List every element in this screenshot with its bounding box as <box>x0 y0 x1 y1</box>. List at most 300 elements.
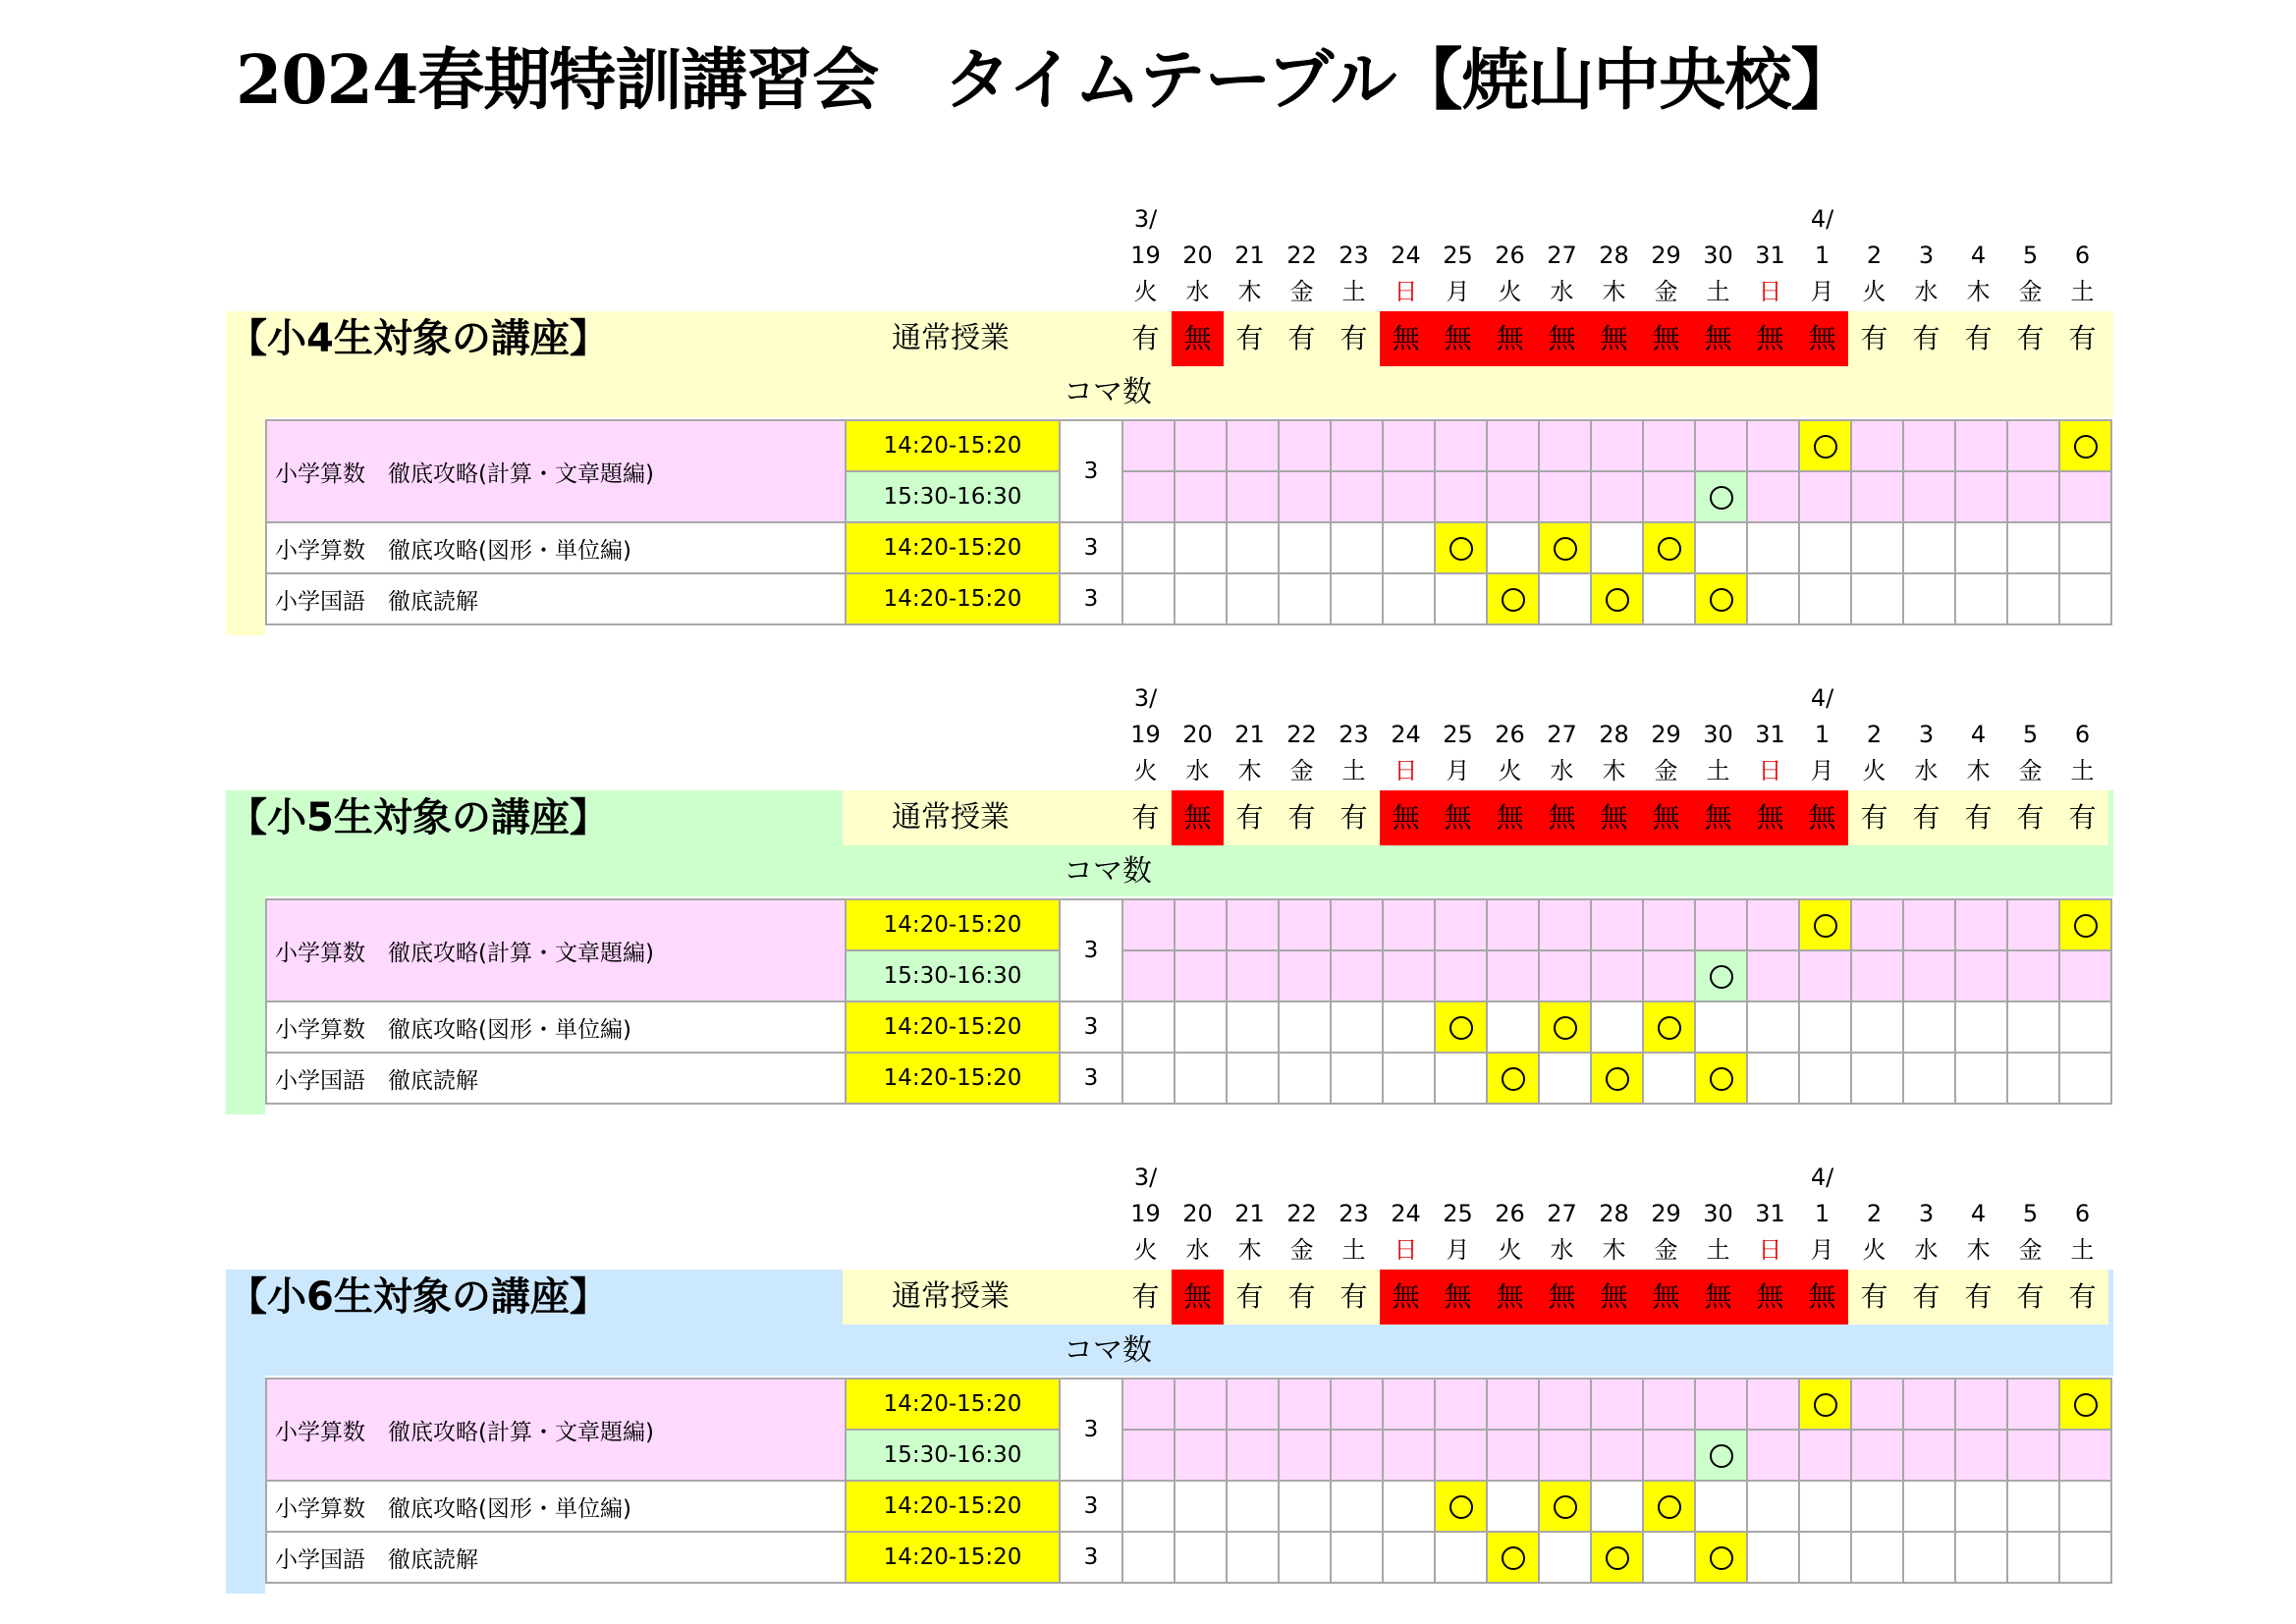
weekday-label: 火 <box>1862 1236 1886 1264</box>
circle-mark-icon <box>1502 1546 1525 1570</box>
schedule-cell[interactable] <box>1799 899 1851 950</box>
schedule-cell[interactable] <box>1539 1532 1591 1583</box>
schedule-cell[interactable] <box>1175 950 1227 1001</box>
schedule-cell[interactable] <box>1487 1379 1539 1430</box>
schedule-cell[interactable] <box>1539 522 1591 573</box>
schedule-cell[interactable] <box>1122 1379 1175 1430</box>
schedule-cell[interactable] <box>2059 1053 2111 1104</box>
date-column-header <box>1120 680 1172 789</box>
time-slot: 14:20-15:20 <box>846 522 1060 573</box>
schedule-cell[interactable] <box>1903 899 1955 950</box>
month-label <box>1224 201 1276 238</box>
schedule-cell[interactable] <box>1487 1532 1539 1583</box>
regular-class-status: 無 <box>1484 311 1536 366</box>
schedule-cell[interactable] <box>1279 471 1331 522</box>
month-label <box>1640 680 1692 717</box>
schedule-cell[interactable] <box>1955 471 2007 522</box>
schedule-cell[interactable] <box>1331 1430 1383 1481</box>
regular-class-status: 無 <box>1744 311 1796 366</box>
schedule-cell[interactable] <box>1122 950 1175 1001</box>
schedule-cell[interactable] <box>1383 471 1435 522</box>
schedule-cell[interactable] <box>1643 1379 1695 1430</box>
weekday-label: 木 <box>1602 757 1626 785</box>
schedule-cell[interactable] <box>1851 1053 1903 1104</box>
schedule-cell[interactable] <box>2007 420 2059 471</box>
schedule-cell[interactable] <box>1539 899 1591 950</box>
schedule-cell[interactable] <box>1435 1001 1487 1053</box>
regular-class-status: 無 <box>1692 790 1744 845</box>
schedule-cell[interactable] <box>1175 522 1227 573</box>
schedule-cell[interactable] <box>1747 950 1799 1001</box>
schedule-cell[interactable] <box>1955 1379 2007 1430</box>
schedule-cell[interactable] <box>2059 899 2111 950</box>
schedule-cell[interactable] <box>1955 950 2007 1001</box>
schedule-cell[interactable] <box>1435 522 1487 573</box>
schedule-cell[interactable] <box>1903 1481 1955 1532</box>
schedule-cell[interactable] <box>1539 420 1591 471</box>
regular-class-status: 有 <box>1328 1270 1380 1325</box>
schedule-cell[interactable] <box>1747 1481 1799 1532</box>
schedule-cell[interactable] <box>1383 522 1435 573</box>
schedule-cell[interactable] <box>2007 1430 2059 1481</box>
schedule-cell[interactable] <box>1903 1532 1955 1583</box>
schedule-cell[interactable] <box>1435 573 1487 624</box>
schedule-cell[interactable] <box>1747 1430 1799 1481</box>
date-column-header <box>1172 1160 1224 1269</box>
regular-class-status: 無 <box>1380 1270 1432 1325</box>
schedule-cell[interactable] <box>1383 1001 1435 1053</box>
schedule-cell[interactable] <box>1435 1532 1487 1583</box>
schedule-cell[interactable] <box>1122 1430 1175 1481</box>
date-column-header <box>1796 680 1848 789</box>
schedule-cell[interactable] <box>1955 1053 2007 1104</box>
course-name: 小学国語 徹底読解 <box>266 573 846 624</box>
weekday-label: 火 <box>1133 1236 1158 1264</box>
schedule-cell[interactable] <box>1851 471 1903 522</box>
schedule-cell[interactable] <box>1695 420 1747 471</box>
schedule-cell[interactable] <box>1227 1532 1279 1583</box>
schedule-cell[interactable] <box>1955 899 2007 950</box>
schedule-cell[interactable] <box>1279 899 1331 950</box>
schedule-cell[interactable] <box>1383 573 1435 624</box>
schedule-cell[interactable] <box>1122 471 1175 522</box>
schedule-cell[interactable] <box>2007 1532 2059 1583</box>
schedule-cell[interactable] <box>1279 1001 1331 1053</box>
schedule-cell[interactable] <box>1851 420 1903 471</box>
schedule-cell[interactable] <box>1175 1379 1227 1430</box>
schedule-cell[interactable] <box>2059 1532 2111 1583</box>
schedule-cell[interactable] <box>1331 1379 1383 1430</box>
schedule-cell[interactable] <box>1955 420 2007 471</box>
schedule-cell[interactable] <box>1122 899 1175 950</box>
circle-mark-icon <box>1554 1495 1577 1519</box>
course-row <box>266 573 2111 624</box>
schedule-cell[interactable] <box>1903 420 1955 471</box>
schedule-cell[interactable] <box>1122 1053 1175 1104</box>
schedule-cell[interactable] <box>1539 573 1591 624</box>
regular-class-status: 無 <box>1692 1270 1744 1325</box>
schedule-cell[interactable] <box>1747 1001 1799 1053</box>
day-label: 28 <box>1599 242 1629 269</box>
schedule-cell[interactable] <box>2059 1430 2111 1481</box>
schedule-cell[interactable] <box>1799 1532 1851 1583</box>
schedule-cell[interactable] <box>1851 1481 1903 1532</box>
schedule-cell[interactable] <box>1383 420 1435 471</box>
schedule-cell[interactable] <box>1591 1481 1643 1532</box>
month-label <box>1900 680 1952 717</box>
regular-class-status: 有 <box>1900 1270 1952 1325</box>
schedule-cell[interactable] <box>1279 420 1331 471</box>
weekday-label: 土 <box>2070 1236 2095 1264</box>
schedule-cell[interactable] <box>1695 899 1747 950</box>
schedule-cell[interactable] <box>1747 471 1799 522</box>
koma-count: 3 <box>1060 522 1122 573</box>
schedule-cell[interactable] <box>2059 950 2111 1001</box>
schedule-cell[interactable] <box>2059 1379 2111 1430</box>
schedule-cell[interactable] <box>1851 1001 1903 1053</box>
day-label: 22 <box>1286 242 1317 269</box>
schedule-cell[interactable] <box>1695 522 1747 573</box>
schedule-cell[interactable] <box>2059 1001 2111 1053</box>
schedule-cell[interactable] <box>1487 420 1539 471</box>
schedule-cell[interactable] <box>1487 471 1539 522</box>
circle-mark-icon <box>1710 965 1733 989</box>
schedule-cell[interactable] <box>1747 899 1799 950</box>
regular-class-status: 有 <box>1120 311 1172 366</box>
schedule-cell[interactable] <box>2007 1481 2059 1532</box>
day-label: 24 <box>1391 1200 1421 1227</box>
schedule-cell[interactable] <box>1487 1053 1539 1104</box>
schedule-cell[interactable] <box>1851 573 1903 624</box>
schedule-cell[interactable] <box>1487 522 1539 573</box>
schedule-cell[interactable] <box>1227 950 1279 1001</box>
schedule-cell[interactable] <box>1643 1053 1695 1104</box>
schedule-cell[interactable] <box>1747 1532 1799 1583</box>
schedule-cell[interactable] <box>1331 573 1383 624</box>
schedule-cell[interactable] <box>1591 950 1643 1001</box>
month-label <box>1588 1160 1640 1196</box>
schedule-cell[interactable] <box>1695 950 1747 1001</box>
koma-count: 3 <box>1060 1001 1122 1053</box>
schedule-cell[interactable] <box>1435 1053 1487 1104</box>
course-name: 小学算数 徹底攻略(図形・単位編) <box>266 522 846 573</box>
weekday-label: 火 <box>1133 278 1158 305</box>
schedule-cell[interactable] <box>1227 1481 1279 1532</box>
regular-class-status: 有 <box>1900 311 1952 366</box>
schedule-cell[interactable] <box>1487 1001 1539 1053</box>
date-column-header <box>1640 1160 1692 1269</box>
schedule-cell[interactable] <box>1331 522 1383 573</box>
schedule-cell[interactable] <box>1799 420 1851 471</box>
schedule-cell[interactable] <box>1539 1001 1591 1053</box>
schedule-cell[interactable] <box>1799 471 1851 522</box>
schedule-cell[interactable] <box>1851 899 1903 950</box>
schedule-cell[interactable] <box>1955 1532 2007 1583</box>
schedule-cell[interactable] <box>2007 522 2059 573</box>
schedule-cell[interactable] <box>1799 1001 1851 1053</box>
schedule-cell[interactable] <box>1279 1379 1331 1430</box>
schedule-cell[interactable] <box>1122 1532 1175 1583</box>
schedule-cell[interactable] <box>1227 1379 1279 1430</box>
schedule-cell[interactable] <box>1851 950 1903 1001</box>
schedule-cell[interactable] <box>1175 573 1227 624</box>
schedule-cell[interactable] <box>1383 899 1435 950</box>
month-label <box>2056 680 2108 717</box>
schedule-cell[interactable] <box>2007 1001 2059 1053</box>
schedule-cell[interactable] <box>1175 899 1227 950</box>
schedule-cell[interactable] <box>1279 1053 1331 1104</box>
schedule-cell[interactable] <box>1331 1532 1383 1583</box>
schedule-cell[interactable] <box>1903 950 1955 1001</box>
schedule-cell[interactable] <box>1227 1001 1279 1053</box>
schedule-cell[interactable] <box>1695 1053 1747 1104</box>
schedule-cell[interactable] <box>1539 1481 1591 1532</box>
date-column-header <box>1380 1160 1432 1269</box>
schedule-cell[interactable] <box>1643 471 1695 522</box>
schedule-cell[interactable] <box>2007 471 2059 522</box>
schedule-cell[interactable] <box>1747 1379 1799 1430</box>
schedule-cell[interactable] <box>1539 950 1591 1001</box>
schedule-cell[interactable] <box>1331 420 1383 471</box>
schedule-cell[interactable] <box>1435 1430 1487 1481</box>
schedule-cell[interactable] <box>1435 471 1487 522</box>
schedule-cell[interactable] <box>1747 522 1799 573</box>
schedule-cell[interactable] <box>1591 899 1643 950</box>
schedule-cell[interactable] <box>2059 1481 2111 1532</box>
schedule-cell[interactable] <box>1695 573 1747 624</box>
schedule-cell[interactable] <box>1279 950 1331 1001</box>
schedule-cell[interactable] <box>1383 1053 1435 1104</box>
schedule-cell[interactable] <box>1643 522 1695 573</box>
schedule-cell[interactable] <box>1591 1532 1643 1583</box>
schedule-cell[interactable] <box>1487 899 1539 950</box>
schedule-cell[interactable] <box>2059 573 2111 624</box>
regular-class-status: 有 <box>1328 790 1380 845</box>
date-column-header <box>1328 680 1380 789</box>
schedule-cell[interactable] <box>1591 471 1643 522</box>
weekday-label: 土 <box>1706 757 1730 785</box>
schedule-cell[interactable] <box>1955 1481 2007 1532</box>
schedule-cell[interactable] <box>1591 1379 1643 1430</box>
schedule-cell[interactable] <box>1331 899 1383 950</box>
schedule-cell[interactable] <box>1955 573 2007 624</box>
schedule-cell[interactable] <box>1122 573 1175 624</box>
schedule-cell[interactable] <box>1331 1053 1383 1104</box>
circle-mark-icon <box>1658 1016 1681 1040</box>
schedule-cell[interactable] <box>1383 1379 1435 1430</box>
schedule-cell[interactable] <box>1747 1053 1799 1104</box>
schedule-cell[interactable] <box>1383 950 1435 1001</box>
schedule-cell[interactable] <box>1435 1481 1487 1532</box>
schedule-cell[interactable] <box>1591 420 1643 471</box>
schedule-cell[interactable] <box>1227 899 1279 950</box>
koma-count: 3 <box>1060 1532 1122 1583</box>
month-label: 3/ <box>1133 1164 1158 1191</box>
schedule-cell[interactable] <box>1175 1053 1227 1104</box>
weekday-label: 月 <box>1446 278 1470 305</box>
schedule-cell[interactable] <box>1643 1481 1695 1532</box>
schedule-cell[interactable] <box>1591 1053 1643 1104</box>
weekday-label: 水 <box>1914 278 1939 305</box>
schedule-cell[interactable] <box>1435 899 1487 950</box>
schedule-cell[interactable] <box>1851 1430 1903 1481</box>
schedule-cell[interactable] <box>1643 950 1695 1001</box>
schedule-cell[interactable] <box>1747 420 1799 471</box>
day-label: 20 <box>1182 242 1213 269</box>
schedule-cell[interactable] <box>1487 1481 1539 1532</box>
weekday-label: 木 <box>1966 757 1991 785</box>
schedule-cell[interactable] <box>1279 573 1331 624</box>
schedule-cell[interactable] <box>2007 1053 2059 1104</box>
schedule-cell[interactable] <box>1799 1379 1851 1430</box>
weekday-label: 木 <box>1602 278 1626 305</box>
schedule-cell[interactable] <box>1799 522 1851 573</box>
schedule-cell[interactable] <box>1331 1481 1383 1532</box>
schedule-cell[interactable] <box>1903 573 1955 624</box>
schedule-cell[interactable] <box>1279 522 1331 573</box>
date-column-header <box>1536 680 1588 789</box>
circle-mark-icon <box>1710 588 1733 612</box>
schedule-cell[interactable] <box>1643 573 1695 624</box>
circle-mark-icon <box>1710 486 1733 510</box>
schedule-cell[interactable] <box>1227 1430 1279 1481</box>
schedule-cell[interactable] <box>1227 573 1279 624</box>
schedule-cell[interactable] <box>1903 1001 1955 1053</box>
schedule-cell[interactable] <box>1851 1379 1903 1430</box>
schedule-cell[interactable] <box>2059 522 2111 573</box>
schedule-cell[interactable] <box>1279 1430 1331 1481</box>
schedule-cell[interactable] <box>1175 1532 1227 1583</box>
weekday-label: 日 <box>1758 757 1782 785</box>
schedule-cell[interactable] <box>1539 1053 1591 1104</box>
schedule-cell[interactable] <box>1851 1532 1903 1583</box>
schedule-cell[interactable] <box>1435 420 1487 471</box>
regular-class-status: 無 <box>1692 311 1744 366</box>
schedule-cell[interactable] <box>1122 420 1175 471</box>
schedule-cell[interactable] <box>1903 471 1955 522</box>
schedule-cell[interactable] <box>1175 1430 1227 1481</box>
date-column-header <box>1588 680 1640 789</box>
schedule-cell[interactable] <box>2059 420 2111 471</box>
schedule-cell[interactable] <box>1695 1379 1747 1430</box>
schedule-cell[interactable] <box>1539 471 1591 522</box>
schedule-cell[interactable] <box>2007 573 2059 624</box>
schedule-cell[interactable] <box>1643 1430 1695 1481</box>
date-column-header <box>1172 680 1224 789</box>
schedule-cell[interactable] <box>1539 1430 1591 1481</box>
schedule-cell[interactable] <box>1903 1379 1955 1430</box>
schedule-cell[interactable] <box>1175 420 1227 471</box>
schedule-cell[interactable] <box>2007 1379 2059 1430</box>
schedule-cell[interactable] <box>1227 522 1279 573</box>
schedule-cell[interactable] <box>2059 471 2111 522</box>
regular-class-status: 有 <box>1120 1270 1172 1325</box>
schedule-cell[interactable] <box>1331 471 1383 522</box>
regular-class-status: 有 <box>2056 311 2108 366</box>
schedule-cell[interactable] <box>1227 420 1279 471</box>
schedule-cell[interactable] <box>1487 950 1539 1001</box>
schedule-cell[interactable] <box>1122 1481 1175 1532</box>
schedule-cell[interactable] <box>1435 1379 1487 1430</box>
schedule-cell[interactable] <box>1955 1430 2007 1481</box>
schedule-cell[interactable] <box>1122 522 1175 573</box>
schedule-cell[interactable] <box>1695 1001 1747 1053</box>
schedule-cell[interactable] <box>1695 1481 1747 1532</box>
schedule-cell[interactable] <box>1695 471 1747 522</box>
schedule-cell[interactable] <box>2007 950 2059 1001</box>
schedule-cell[interactable] <box>1487 1430 1539 1481</box>
schedule-cell[interactable] <box>1799 1481 1851 1532</box>
schedule-cell[interactable] <box>1383 1481 1435 1532</box>
schedule-cell[interactable] <box>1175 471 1227 522</box>
schedule-cell[interactable] <box>1955 522 2007 573</box>
schedule-cell[interactable] <box>1903 1430 1955 1481</box>
date-column-header <box>1692 680 1744 789</box>
circle-mark-icon <box>1554 1016 1577 1040</box>
schedule-cell[interactable] <box>1695 1532 1747 1583</box>
schedule-cell[interactable] <box>1903 522 1955 573</box>
schedule-cell[interactable] <box>1591 1001 1643 1053</box>
schedule-cell[interactable] <box>1383 1532 1435 1583</box>
schedule-cell[interactable] <box>1539 1379 1591 1430</box>
schedule-cell[interactable] <box>1279 1481 1331 1532</box>
schedule-cell[interactable] <box>1175 1481 1227 1532</box>
schedule-cell[interactable] <box>1227 1053 1279 1104</box>
koma-count: 3 <box>1060 1053 1122 1104</box>
month-label <box>1380 1160 1432 1196</box>
weekday-label: 日 <box>1394 757 1418 785</box>
schedule-cell[interactable] <box>1331 1001 1383 1053</box>
regular-class-status: 無 <box>1796 1270 1848 1325</box>
month-label <box>1276 201 1328 238</box>
schedule-cell[interactable] <box>1643 899 1695 950</box>
schedule-cell[interactable] <box>1643 1001 1695 1053</box>
schedule-cell[interactable] <box>1591 1430 1643 1481</box>
schedule-cell[interactable] <box>1747 573 1799 624</box>
schedule-cell[interactable] <box>1695 1430 1747 1481</box>
day-label: 20 <box>1182 721 1213 748</box>
schedule-cell[interactable] <box>2007 899 2059 950</box>
schedule-cell[interactable] <box>1643 420 1695 471</box>
day-label: 30 <box>1703 1200 1733 1227</box>
month-label <box>1172 1160 1224 1196</box>
schedule-cell[interactable] <box>1851 522 1903 573</box>
schedule-cell[interactable] <box>1279 1532 1331 1583</box>
schedule-cell[interactable] <box>1903 1053 1955 1104</box>
schedule-cell[interactable] <box>1591 573 1643 624</box>
day-label: 1 <box>1814 242 1831 269</box>
schedule-cell[interactable] <box>1799 950 1851 1001</box>
schedule-cell[interactable] <box>1799 1053 1851 1104</box>
schedule-cell[interactable] <box>1799 1430 1851 1481</box>
schedule-cell[interactable] <box>1175 1001 1227 1053</box>
day-label: 31 <box>1755 721 1785 748</box>
month-label: 3/ <box>1133 205 1158 233</box>
schedule-cell[interactable] <box>1487 573 1539 624</box>
schedule-cell[interactable] <box>1227 471 1279 522</box>
schedule-cell[interactable] <box>1383 1430 1435 1481</box>
schedule-cell[interactable] <box>1591 522 1643 573</box>
schedule-cell[interactable] <box>1435 950 1487 1001</box>
schedule-cell[interactable] <box>1643 1532 1695 1583</box>
schedule-cell[interactable] <box>1122 1001 1175 1053</box>
schedule-cell[interactable] <box>1799 573 1851 624</box>
schedule-cell[interactable] <box>1955 1001 2007 1053</box>
day-label: 5 <box>2022 242 2039 269</box>
regular-class-status: 有 <box>1276 790 1328 845</box>
regular-class-status: 無 <box>1380 790 1432 845</box>
schedule-cell[interactable] <box>1331 950 1383 1001</box>
